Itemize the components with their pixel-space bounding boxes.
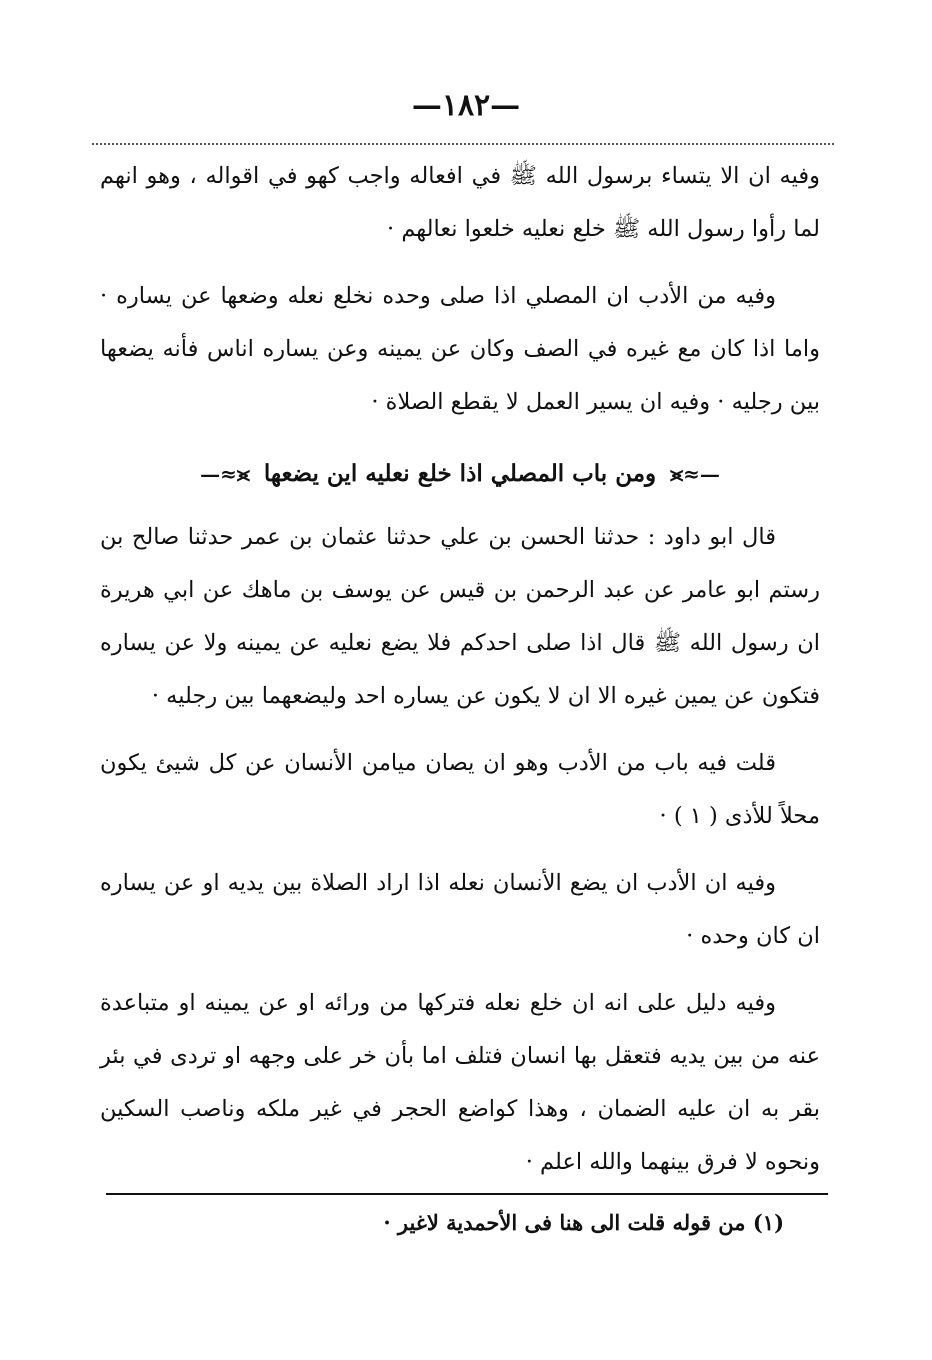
header-dotted-rule bbox=[92, 143, 834, 145]
heading-ornament-left: ⪤≈— bbox=[200, 462, 250, 486]
paragraph-5: وفيه ان الأدب ان يضع الأنسان نعله اذا اراد الصلاة بين يديه او عن يساره ان كان وحده · bbox=[100, 870, 820, 949]
footnote: (١) من قوله قلت الى هنا فى الأحمدية لاغير · bbox=[383, 1210, 784, 1235]
paragraph-3: قال ابو داود : حدثنا الحسن بن علي حدثنا عثمان بن عمر حدثنا صالح بن رستم ابو عامر عن عبد الرحمن بن قيس عن يوسف بن ماهك عن ابي هريرة ان رسول الله ﷺ قال اذا صلى احدكم فلا يضع نعليه عن يمينه ولا عن يساره فتكون عن يمين غيره الا ان لا يكون عن يساره احد وليضعهما بين رجليه · bbox=[100, 524, 820, 709]
main-text bbox=[100, 150, 820, 1189]
heading-ornament-right: —≈⪤ bbox=[670, 462, 720, 486]
paragraph-4: قلت فيه باب من الأدب وهو ان يصان ميامن الأنسان عن كل شيئ يكون محلاً للأذى ( ١ ) · bbox=[100, 750, 820, 829]
page-number: —١٨٢— bbox=[411, 88, 521, 123]
paragraph-6: وفيه دليل على انه ان خلع نعله فتركها من ورائه او عن يمينه او متباعدة عنه من بين يديه فتعقل بها انسان فتلف اما بأن خر على وجهه او تردى في بئر بقر به ان عليه الضمان ، وهذا كواضع الحجر في غير ملكه وناصب السكين ونحوه لا فرق بينهما والله اعلم · bbox=[100, 990, 820, 1175]
paragraph-2: وفيه من الأدب ان المصلي اذا صلى وحده نخلع نعله وضعها عن يساره · واما اذا كان مع غيره في الصف وكان عن يمينه وعن يساره اناس فأنه يضعها بين رجليه · وفيه ان يسير العمل لا يقطع الصلاة · bbox=[100, 283, 820, 415]
footnote-rule bbox=[106, 1193, 828, 1195]
paragraph-1: وفيه ان الا يتساء برسول الله ﷺ في افعاله واجب كهو في اقواله ، وهو انهم لما رأوا رسول الله ﷺ خلع نعليه خلعوا نعالهم · bbox=[100, 163, 820, 242]
section-heading-text: ومن باب المصلي اذا خلع نعليه اين يضعها bbox=[263, 460, 657, 487]
section-heading bbox=[100, 447, 820, 501]
